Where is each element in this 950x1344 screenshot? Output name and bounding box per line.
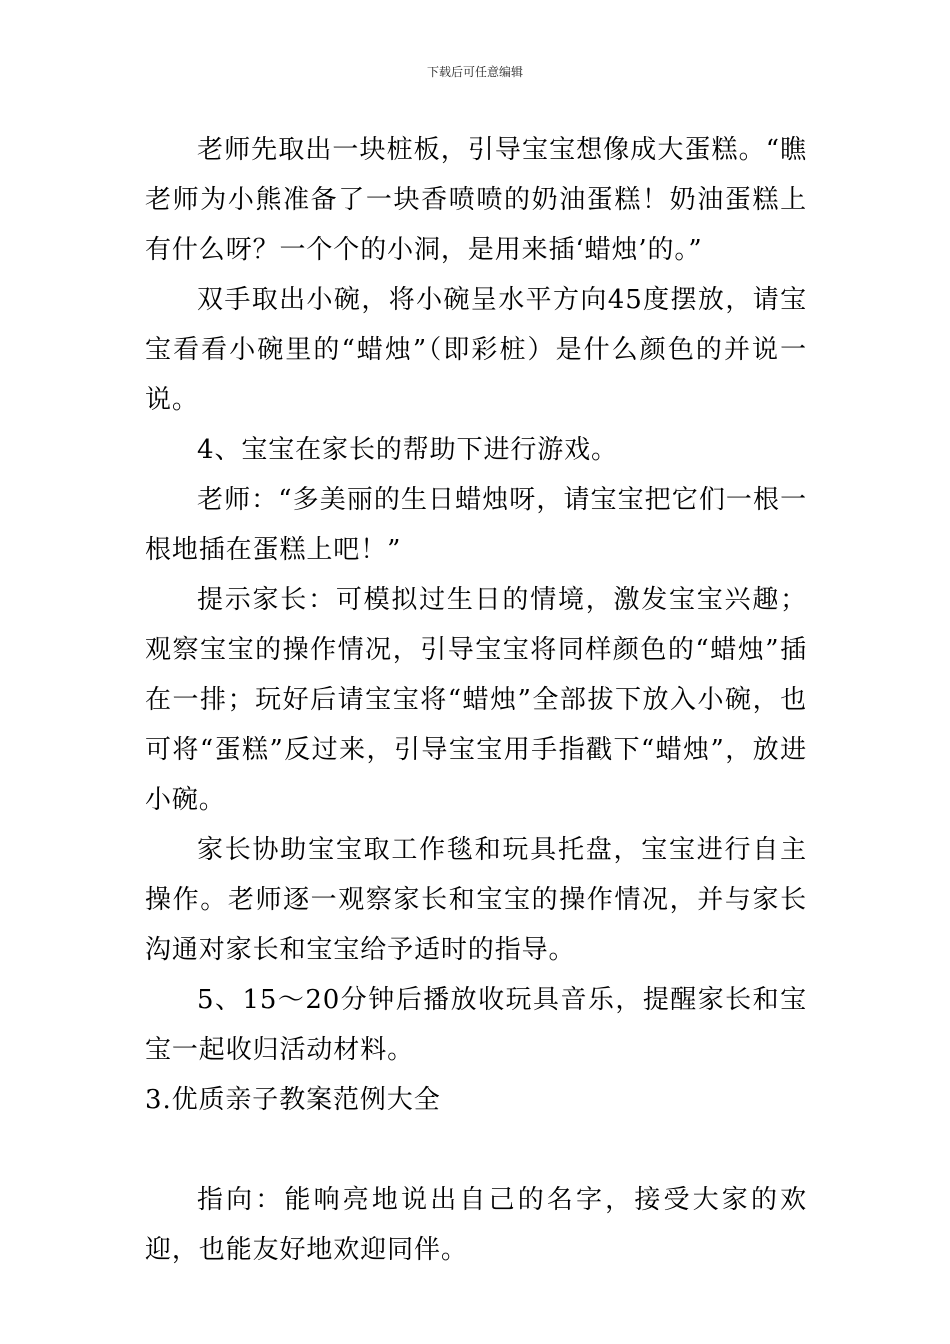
paragraph-teacher-quote: 老师：“多美丽的生日蜡烛呀，请宝宝把它们一根一根地插在蛋糕上吧！” bbox=[145, 485, 807, 565]
paragraph-parent-tips: 提示家长：可模拟过生日的情境，激发宝宝兴趣；观察宝宝的操作情况，引导宝宝将同样颜色的“蜡烛”插在一排；玩好后请宝宝将“蜡烛”全部拔下放入小碗，也可将“蛋糕”反过来，引导宝宝用手指戳下“蜡烛”，放进小碗。 bbox=[145, 585, 807, 815]
document-body bbox=[145, 125, 807, 1275]
section-heading: 3.优质亲子教案范例大全 bbox=[145, 1085, 441, 1115]
paragraph-parent-assist: 家长协助宝宝取工作毯和玩具托盘，宝宝进行自主操作。老师逐一观察家长和宝宝的操作情况，并与家长沟通对家长和宝宝给予适时的指导。 bbox=[145, 835, 807, 965]
page-header: 下载后可任意编辑 bbox=[426, 65, 523, 79]
paragraph-bowl: 双手取出小碗，将小碗呈水平方向45度摆放，请宝宝看看小碗里的“蜡烛”（即彩桩）是什么颜色的并说一说。 bbox=[145, 285, 807, 415]
paragraph-goal: 指向：能响亮地说出自己的名字，接受大家的欢迎，也能友好地欢迎同伴。 bbox=[145, 1185, 807, 1265]
paragraph-step-5: 5、15～20分钟后播放收玩具音乐，提醒家长和宝宝一起收归活动材料。 bbox=[145, 985, 807, 1065]
paragraph-step-4: 4、宝宝在家长的帮助下进行游戏。 bbox=[197, 435, 618, 465]
paragraph-cake-intro: 老师先取出一块桩板，引导宝宝想像成大蛋糕。“瞧老师为小熊准备了一块香喷喷的奶油蛋糕！奶油蛋糕上有什么呀？一个个的小洞，是用来插‘蜡烛’的。” bbox=[145, 135, 807, 265]
